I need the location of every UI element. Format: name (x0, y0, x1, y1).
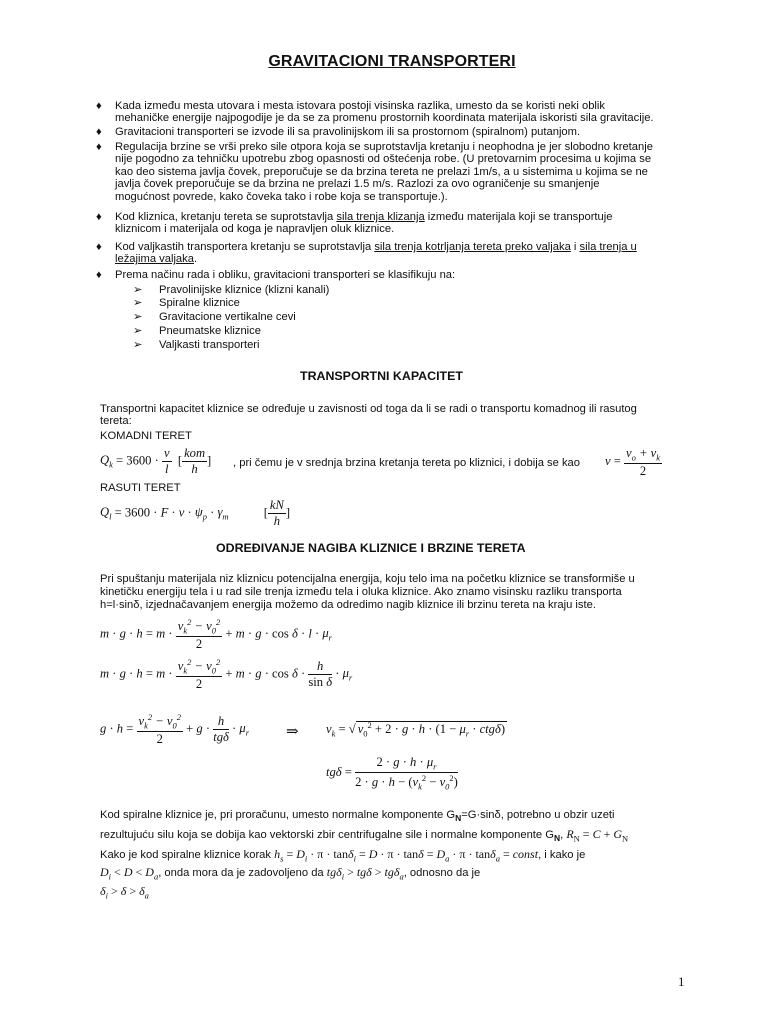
formula-v-mean: v = $\frac{v_o + v_k}{2}$ (605, 446, 661, 478)
bullet-item: ♦ Regulacija brzine se vrši preko sile otpora koja se suprotstavlja kretanju i neophodna je jer slobodno kretanje nije pogodno za tehničku upotrebu zbog opasnosti od oštećenja robe. (U pretovarnim procesima u kojima se kao deo sistema javlja čovek, preporučuje se da brzina tereta ne prelazi 1m/s, a u sistemima u kojima se ne javlja čovek preporučuje se da brzina ne prelazi 1.5 m/s. Razlozi za ovo ograničenje su smanjenje mogućnost povrede, kako čoveka tako i robe koja se transportuje.). (96, 141, 653, 203)
formula-ql: $Q_l = 3600 \cdot F \cdot v \cdot \psi_p \cdot \gamma_m$ [ $\frac{kN}{h}$ ] (100, 498, 291, 528)
bullet-item: ♦ Kada između mesta utovara i mesta istovara postoji visinska razlika, umesto da se koristi neki oblik mehaničke energije najpogodije je da se za promenu prostornih koordinata materijala iskoristi sila gravitacije. (96, 100, 654, 124)
bullet-icon: ♦ (96, 100, 102, 112)
arrow-bullet-icon: ➢ (133, 339, 143, 351)
formula-energy-3: g · h = $\frac{v_k^2 - v_0^2}{2}$ + g · $\frac{h}{\text{tgδ}}$ · $\mu_r$ (100, 712, 250, 746)
formula-delta-inequality: $\delta_i > \delta > \delta_a$ (100, 884, 149, 901)
list-item: ➢ Spiralne kliznice (133, 297, 240, 309)
arrow-bullet-icon: ➢ (133, 325, 143, 337)
formula-tgdelta: tgδ = $\frac{2 \cdot g \cdot h \cdot \mu_r}{2 \cdot g \cdot h - (v_k^2 - v_0^2)}$ (326, 755, 458, 792)
formula-qk: $Q_k = 3600$ · $\frac{v}{l}$ [ $\frac{\text{kom}}{h}$ ] (100, 446, 212, 476)
list-item: ➢ Pneumatske kliznice (133, 325, 261, 337)
paragraph: rezultujuću silu koja se dobija kao vektorski zbir centrifugalne sile i normalne komponente $G_N$, $R_N = C + G_N$ (100, 827, 629, 844)
page-title: GRAVITACIONI TRANSPORTERI (268, 53, 516, 70)
paragraph: Kod spiralne kliznice je, pri proračunu, umesto normalne komponente $G_N=G\cdot\sin\delta$, potrebno u obzir uzeti (100, 809, 615, 824)
formula-energy-1: m · g · h = m · $\frac{v_k^2 - v_0^2}{2}$ + $m \cdot g \cdot \cos \delta \cdot l \cdot \mu_r$ (100, 617, 332, 651)
arrow-bullet-icon: ➢ (133, 311, 143, 323)
paragraph: kinetičku energiju tela i u rad sile trenja između tela i oluka kliznice. Ako znamo visinsku razliku transporta (100, 586, 622, 598)
list-item: ➢ Pravolinijske kliznice (klizni kanali) (133, 284, 330, 296)
subheading-rasuti: RASUTI TERET (100, 482, 181, 494)
formula-energy-2: m · g · h = m · $\frac{v_k^2 - v_0^2}{2}$ + m · g · cos δ · $\frac{h}{\text{sin δ}}$ · $\mu_r$ (100, 657, 353, 691)
section-heading-capacity: TRANSPORTNI KAPACITET (300, 369, 463, 383)
paragraph: , pri čemu je v srednja brzina kretanja tereta po kliznici, i dobija se kao (233, 457, 580, 469)
paragraph: Transportni kapacitet kliznice se određuje u zavisnosti od toga da li se radi o transportu komadnog ili rasutog (100, 403, 637, 415)
implies-arrow-icon: ⇒ (286, 724, 299, 740)
paragraph: h=l·sinδ, izjednačavanjem energija možemo da odredimo nagib kliznice ili brzinu tereta na kraju iste. (100, 599, 596, 611)
paragraph: Kako je kod spiralne kliznice korak $h_s = D_i \cdot \pi \cdot \tan\delta_i = D \cdot \pi \cdot \tan\delta = D_a \cdot \pi \cdot \tan\delta_a$ = const, i kako je (100, 847, 586, 864)
list-item: ➢ Valjkasti transporteri (133, 339, 260, 351)
subheading-komadni: KOMADNI TERET (100, 430, 192, 442)
paragraph: $D_i < D < D_a$, onda mora da je zadovoljeno da tgδ$_i$ > tgδ > tgδ$_a$, odnosno da je (100, 865, 481, 882)
bullet-icon: ♦ (96, 141, 102, 153)
bullet-item: ♦ Kod kliznica, kretanju tereta se suprotstavlja sila trenja klizanja između materijala koji se transportuje kliznicom i materijala od koga je napravljen oluk kliznice. (96, 211, 613, 236)
bullet-icon: ♦ (96, 211, 102, 223)
section-heading-slope: ODREĐIVANJE NAGIBA KLIZNICE I BRZINE TERETA (216, 541, 526, 555)
bullet-item: ♦ Gravitacioni transporteri se izvode ili sa pravolinijskom ili sa prostornom (spiralnom) putanjom. (96, 126, 581, 138)
paragraph: Pri spuštanju materijala niz kliznicu potencijalna energija, koju telo ima na početku kliznice se transformiše u (100, 573, 635, 585)
page-number: 1 (678, 974, 685, 989)
list-item: ➢ Gravitacione vertikalne cevi (133, 311, 296, 323)
paragraph: tereta: (100, 415, 132, 427)
bullet-item: ♦ Prema načinu rada i obliku, gravitacioni transporteri se klasifikuju na: (96, 269, 456, 281)
bullet-icon: ♦ (96, 269, 102, 281)
bullet-icon: ♦ (96, 241, 102, 253)
formula-vk: $v_k$ = √ $v_0^2 + 2 \cdot g \cdot h \cdot (1 - \mu_r \cdot ctg\delta)$ (326, 720, 506, 739)
bullet-item: ♦ Kod valjkastih transportera kretanju se suprotstavlja sila trenja kotrljanja tereta preko valjaka i sila trenja u ležajima valjaka. (96, 241, 637, 266)
arrow-bullet-icon: ➢ (133, 284, 143, 296)
arrow-bullet-icon: ➢ (133, 297, 143, 309)
bullet-icon: ♦ (96, 126, 102, 138)
